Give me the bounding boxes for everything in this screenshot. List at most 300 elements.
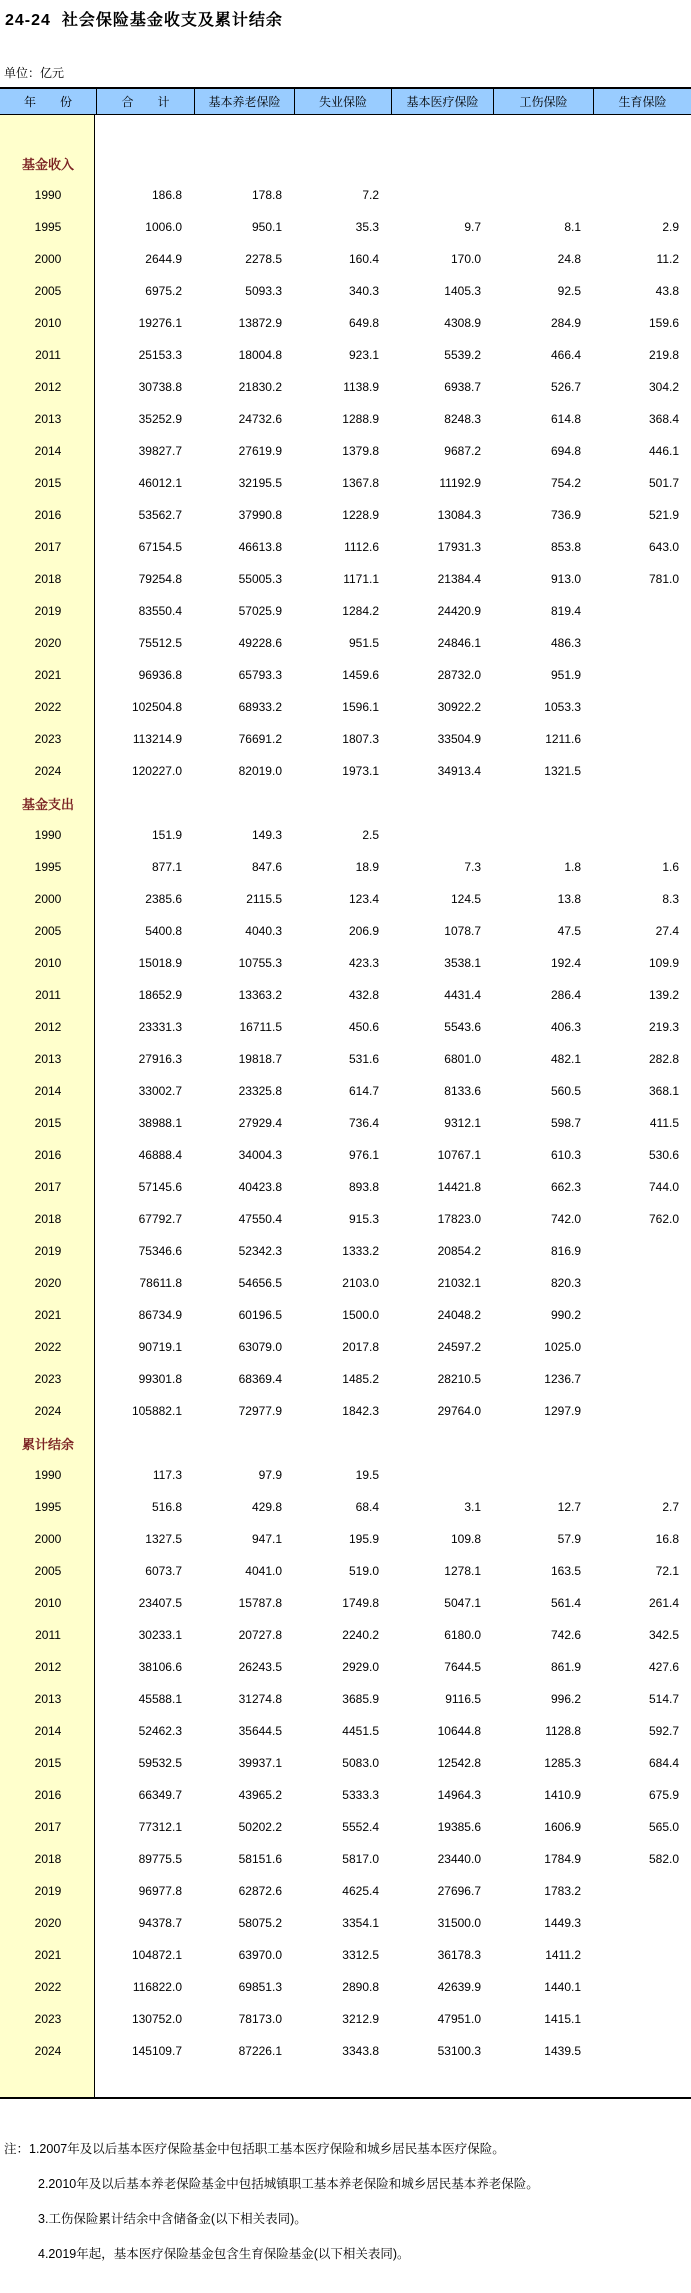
- section-label-row: [0, 787, 691, 819]
- year-cell: 2013: [34, 1052, 62, 1066]
- value-cell: 1783.2: [544, 1884, 581, 1898]
- value-cell: 34913.4: [437, 764, 481, 778]
- value-cell: 50202.2: [238, 1820, 282, 1834]
- value-cell: 105882.1: [131, 1404, 182, 1418]
- value-cell: 501.7: [648, 476, 679, 490]
- value-cell: 62872.6: [238, 1884, 282, 1898]
- year-cell: 2012: [34, 1660, 62, 1674]
- value-cell: 58151.6: [238, 1852, 282, 1866]
- value-cell: 368.4: [648, 412, 679, 426]
- value-cell: 46613.8: [238, 540, 282, 554]
- value-cell: 1228.9: [342, 508, 379, 522]
- value-cell: 4451.5: [342, 1724, 379, 1738]
- value-cell: 9116.5: [445, 1692, 481, 1706]
- value-cell: 4431.4: [444, 988, 481, 1002]
- year-cell: 2017: [34, 540, 62, 554]
- value-cell: 1.6: [662, 860, 679, 874]
- table-row: [0, 1843, 691, 1875]
- value-cell: 947.1: [251, 1532, 282, 1546]
- footnote-4: 4.2019年起，基本医疗保险基金包含生育保险基金(以下相关表同)。: [38, 2247, 410, 2261]
- value-cell: 186.8: [151, 188, 182, 202]
- year-cell: 2022: [34, 1980, 62, 1994]
- value-cell: 6073.7: [145, 1564, 182, 1578]
- year-cell: 2010: [34, 316, 62, 330]
- value-cell: 219.8: [648, 348, 679, 362]
- value-cell: 18.9: [355, 860, 379, 874]
- year-cell: 2011: [35, 348, 61, 362]
- year-cell: 2015: [34, 1756, 62, 1770]
- table-row: [0, 1779, 691, 1811]
- year-cell: 2005: [34, 924, 62, 938]
- value-cell: 816.9: [550, 1244, 581, 1258]
- value-cell: 1112.6: [344, 540, 379, 554]
- table-row: [0, 435, 691, 467]
- value-cell: 1411.2: [545, 1948, 581, 1962]
- table-row: [0, 211, 691, 243]
- value-cell: 23440.0: [437, 1852, 481, 1866]
- value-cell: 519.0: [348, 1564, 379, 1578]
- value-cell: 1053.3: [544, 700, 581, 714]
- value-cell: 12542.8: [437, 1756, 481, 1770]
- table-row: [0, 1331, 691, 1363]
- value-cell: 406.3: [550, 1020, 581, 1034]
- value-cell: 79254.8: [138, 572, 182, 586]
- value-cell: 742.6: [550, 1628, 581, 1642]
- value-cell: 592.7: [648, 1724, 679, 1738]
- value-cell: 15018.9: [138, 956, 182, 970]
- value-cell: 2240.2: [342, 1628, 379, 1642]
- value-cell: 43965.2: [238, 1788, 282, 1802]
- year-cell: 2018: [34, 572, 62, 586]
- value-cell: 3354.1: [342, 1916, 379, 1930]
- value-cell: 2115.5: [246, 892, 282, 906]
- value-cell: 1410.9: [544, 1788, 581, 1802]
- value-cell: 5333.3: [342, 1788, 379, 1802]
- value-cell: 46888.4: [138, 1148, 182, 1162]
- value-cell: 2.5: [362, 828, 379, 842]
- table-row: [0, 1555, 691, 1587]
- value-cell: 86734.9: [138, 1308, 182, 1322]
- value-cell: 1379.8: [342, 444, 379, 458]
- table-row: [0, 403, 691, 435]
- year-cell: 2023: [34, 2012, 62, 2026]
- value-cell: 466.4: [550, 348, 581, 362]
- table-row: [0, 1011, 691, 1043]
- value-cell: 47.5: [557, 924, 581, 938]
- value-cell: 96936.8: [138, 668, 182, 682]
- value-cell: 25153.3: [138, 348, 182, 362]
- value-cell: 40423.8: [238, 1180, 282, 1194]
- value-cell: 1807.3: [342, 732, 379, 746]
- table-row: [0, 307, 691, 339]
- value-cell: 1236.7: [544, 1372, 581, 1386]
- value-cell: 482.1: [550, 1052, 581, 1066]
- value-cell: 83550.4: [138, 604, 182, 618]
- value-cell: 951.9: [550, 668, 581, 682]
- year-cell: 2005: [34, 1564, 62, 1578]
- value-cell: 2.9: [662, 220, 679, 234]
- value-cell: 610.3: [550, 1148, 581, 1162]
- value-cell: 130752.0: [131, 2012, 182, 2026]
- value-cell: 18652.9: [138, 988, 182, 1002]
- table-row: [0, 627, 691, 659]
- table-row: [0, 467, 691, 499]
- value-cell: 6975.2: [145, 284, 182, 298]
- table-row: [0, 1747, 691, 1779]
- value-cell: 10755.3: [238, 956, 282, 970]
- value-cell: 75346.6: [138, 1244, 182, 1258]
- value-cell: 24048.2: [437, 1308, 481, 1322]
- value-cell: 89775.5: [138, 1852, 182, 1866]
- value-cell: 1749.8: [342, 1596, 379, 1610]
- year-cell: 2019: [34, 604, 62, 618]
- value-cell: 24732.6: [238, 412, 282, 426]
- value-cell: 45588.1: [138, 1692, 182, 1706]
- value-cell: 78173.0: [238, 2012, 282, 2026]
- value-cell: 521.9: [648, 508, 679, 522]
- table-row: [0, 1203, 691, 1235]
- value-cell: 1327.5: [145, 1532, 182, 1546]
- value-cell: 66349.7: [138, 1788, 182, 1802]
- value-cell: 1128.8: [545, 1724, 581, 1738]
- table-row: [0, 723, 691, 755]
- value-cell: 87226.1: [238, 2044, 282, 2058]
- value-cell: 754.2: [550, 476, 581, 490]
- value-cell: 2017.8: [342, 1340, 379, 1354]
- table-row: [0, 1395, 691, 1427]
- value-cell: 13363.2: [238, 988, 282, 1002]
- year-cell: 2018: [34, 1852, 62, 1866]
- statistics-table: [0, 87, 691, 2099]
- table-row: [0, 1235, 691, 1267]
- value-cell: 6938.7: [444, 380, 481, 394]
- value-cell: 149.3: [251, 828, 282, 842]
- value-cell: 2278.5: [245, 252, 282, 266]
- table-row: [0, 1523, 691, 1555]
- value-cell: 286.4: [550, 988, 581, 1002]
- value-cell: 7.2: [362, 188, 379, 202]
- value-cell: 1278.1: [444, 1564, 481, 1578]
- value-cell: 97.9: [258, 1468, 282, 1482]
- section-label-row: [0, 1427, 691, 1459]
- value-cell: 990.2: [550, 1308, 581, 1322]
- value-cell: 1321.5: [544, 764, 581, 778]
- value-cell: 16711.5: [239, 1020, 282, 1034]
- value-cell: 6180.0: [444, 1628, 481, 1642]
- value-cell: 662.3: [550, 1180, 581, 1194]
- value-cell: 819.4: [550, 604, 581, 618]
- value-cell: 59532.5: [138, 1756, 182, 1770]
- value-cell: 1596.1: [342, 700, 379, 714]
- table-row: [0, 851, 691, 883]
- value-cell: 13084.3: [437, 508, 481, 522]
- table-row: [0, 915, 691, 947]
- value-cell: 1440.1: [544, 1980, 581, 1994]
- value-cell: 27619.9: [238, 444, 282, 458]
- value-cell: 20727.8: [238, 1628, 282, 1642]
- table-row: [0, 1907, 691, 1939]
- value-cell: 643.0: [648, 540, 679, 554]
- footnote-2: 2.2010年及以后基本养老保险基金中包括城镇职工基本养老保险和城乡居民基本养老保险。: [38, 2177, 539, 2191]
- value-cell: 34004.3: [238, 1148, 282, 1162]
- value-cell: 23331.3: [138, 1020, 182, 1034]
- year-cell: 2014: [34, 1084, 62, 1098]
- section-label: 累计结余: [21, 1436, 74, 1452]
- year-cell: 2010: [34, 1596, 62, 1610]
- table-row: [0, 531, 691, 563]
- footnote-3: 3.工伤保险累计结余中含储备金(以下相关表同)。: [38, 2212, 307, 2226]
- value-cell: 17931.3: [437, 540, 481, 554]
- value-cell: 560.5: [550, 1084, 581, 1098]
- value-cell: 68.4: [355, 1500, 379, 1514]
- value-cell: 206.9: [348, 924, 379, 938]
- table-row: [0, 1043, 691, 1075]
- value-cell: 23407.5: [138, 1596, 182, 1610]
- value-cell: 976.1: [348, 1148, 379, 1162]
- value-cell: 31500.0: [437, 1916, 481, 1930]
- value-cell: 77312.1: [138, 1820, 182, 1834]
- table-row: [0, 755, 691, 787]
- value-cell: 3.1: [464, 1500, 481, 1514]
- value-cell: 694.8: [550, 444, 581, 458]
- value-cell: 516.8: [151, 1500, 182, 1514]
- year-cell: 2000: [34, 1532, 62, 1546]
- value-cell: 33002.7: [138, 1084, 182, 1098]
- section-label: 基金支出: [21, 796, 74, 812]
- value-cell: 3538.1: [444, 956, 481, 970]
- value-cell: 163.5: [550, 1564, 581, 1578]
- value-cell: 49228.6: [238, 636, 282, 650]
- value-cell: 17823.0: [437, 1212, 481, 1226]
- value-cell: 1606.9: [544, 1820, 581, 1834]
- value-cell: 195.9: [348, 1532, 379, 1546]
- value-cell: 4041.0: [245, 1564, 282, 1578]
- value-cell: 68369.4: [238, 1372, 282, 1386]
- year-cell: 2000: [34, 252, 62, 266]
- year-cell: 2015: [34, 1116, 62, 1130]
- value-cell: 2929.0: [342, 1660, 379, 1674]
- value-cell: 526.7: [550, 380, 581, 394]
- value-cell: 30922.2: [437, 700, 481, 714]
- value-cell: 60196.5: [238, 1308, 282, 1322]
- value-cell: 57.9: [557, 1532, 581, 1546]
- value-cell: 913.0: [550, 572, 581, 586]
- value-cell: 19.5: [355, 1468, 379, 1482]
- value-cell: 109.9: [648, 956, 679, 970]
- value-cell: 6801.0: [444, 1052, 481, 1066]
- value-cell: 675.9: [648, 1788, 679, 1802]
- value-cell: 614.7: [348, 1084, 379, 1098]
- value-cell: 57145.6: [138, 1180, 182, 1194]
- value-cell: 996.2: [550, 1692, 581, 1706]
- value-cell: 170.0: [450, 252, 481, 266]
- table-header-row: [0, 89, 691, 115]
- value-cell: 1333.2: [342, 1244, 379, 1258]
- value-cell: 781.0: [648, 572, 679, 586]
- value-cell: 9312.1: [444, 1116, 481, 1130]
- year-cell: 2021: [34, 1308, 62, 1322]
- value-cell: 38106.6: [138, 1660, 182, 1674]
- value-cell: 52342.3: [238, 1244, 282, 1258]
- year-cell: 2023: [34, 732, 62, 746]
- value-cell: 35644.5: [238, 1724, 282, 1738]
- table-row: [0, 595, 691, 627]
- value-cell: 614.8: [550, 412, 581, 426]
- value-cell: 3343.8: [342, 2044, 379, 2058]
- value-cell: 1285.3: [544, 1756, 581, 1770]
- value-cell: 2644.9: [145, 252, 182, 266]
- year-cell: 2024: [34, 764, 62, 778]
- year-cell: 2010: [34, 956, 62, 970]
- value-cell: 35.3: [355, 220, 379, 234]
- value-cell: 145109.7: [131, 2044, 182, 2058]
- value-cell: 1439.5: [544, 2044, 581, 2058]
- value-cell: 116822.0: [132, 1980, 182, 1994]
- table-row: [0, 1971, 691, 2003]
- value-cell: 72977.9: [238, 1404, 282, 1418]
- value-cell: 27696.7: [437, 1884, 481, 1898]
- value-cell: 39937.1: [238, 1756, 282, 1770]
- year-cell: 2016: [34, 1788, 62, 1802]
- value-cell: 561.4: [550, 1596, 581, 1610]
- value-cell: 123.4: [348, 892, 379, 906]
- value-cell: 65793.3: [238, 668, 282, 682]
- value-cell: 12.7: [557, 1500, 581, 1514]
- value-cell: 5400.8: [145, 924, 182, 938]
- value-cell: 124.5: [450, 892, 481, 906]
- table-row: [0, 1651, 691, 1683]
- value-cell: 2103.0: [342, 1276, 379, 1290]
- column-header-4: 基本医疗保险: [391, 89, 493, 114]
- year-cell: 2013: [34, 1692, 62, 1706]
- value-cell: 304.2: [648, 380, 679, 394]
- value-cell: 38988.1: [138, 1116, 182, 1130]
- value-cell: 8248.3: [444, 412, 481, 426]
- value-cell: 159.6: [648, 316, 679, 330]
- year-cell: 2022: [34, 700, 62, 714]
- value-cell: 109.8: [450, 1532, 481, 1546]
- value-cell: 76691.2: [238, 732, 282, 746]
- value-cell: 915.3: [348, 1212, 379, 1226]
- value-cell: 861.9: [550, 1660, 581, 1674]
- value-cell: 63079.0: [238, 1340, 282, 1354]
- value-cell: 5047.1: [444, 1596, 481, 1610]
- value-cell: 1284.2: [342, 604, 379, 618]
- value-cell: 92.5: [557, 284, 581, 298]
- year-cell: 2005: [34, 284, 62, 298]
- year-cell: 2017: [34, 1180, 62, 1194]
- table-row: [0, 1587, 691, 1619]
- value-cell: 684.4: [648, 1756, 679, 1770]
- value-cell: 151.9: [151, 828, 182, 842]
- value-cell: 368.1: [648, 1084, 679, 1098]
- table-row: [0, 2003, 691, 2035]
- value-cell: 282.8: [648, 1052, 679, 1066]
- value-cell: 7.3: [464, 860, 481, 874]
- value-cell: 1842.3: [342, 1404, 379, 1418]
- value-cell: 736.4: [348, 1116, 379, 1130]
- year-cell: 2011: [35, 988, 61, 1002]
- table-row: [0, 499, 691, 531]
- value-cell: 160.4: [348, 252, 379, 266]
- value-cell: 75512.5: [138, 636, 182, 650]
- value-cell: 32195.5: [238, 476, 282, 490]
- value-cell: 36178.3: [437, 1948, 481, 1962]
- table-row: [0, 659, 691, 691]
- value-cell: 58075.2: [238, 1916, 282, 1930]
- table-row: [0, 1267, 691, 1299]
- year-cell: 2015: [34, 476, 62, 490]
- value-cell: 21830.2: [238, 380, 282, 394]
- value-cell: 26243.5: [238, 1660, 282, 1674]
- value-cell: 1006.0: [145, 220, 182, 234]
- value-cell: 582.0: [648, 1852, 679, 1866]
- table-row: [0, 1299, 691, 1331]
- column-header-2: 基本养老保险: [194, 89, 294, 114]
- year-cell: 2018: [34, 1212, 62, 1226]
- value-cell: 649.8: [348, 316, 379, 330]
- value-cell: 1973.1: [342, 764, 379, 778]
- value-cell: 69851.3: [238, 1980, 282, 1994]
- value-cell: 340.3: [348, 284, 379, 298]
- table-row: [0, 1171, 691, 1203]
- value-cell: 820.3: [550, 1276, 581, 1290]
- column-header-3: 失业保险: [294, 89, 391, 114]
- value-cell: 24.8: [557, 252, 581, 266]
- year-cell: 1995: [34, 860, 62, 874]
- value-cell: 30233.1: [138, 1628, 182, 1642]
- value-cell: 27929.4: [238, 1116, 282, 1130]
- value-cell: 951.5: [348, 636, 379, 650]
- value-cell: 29764.0: [437, 1404, 481, 1418]
- value-cell: 46012.1: [138, 476, 182, 490]
- table-row: [0, 819, 691, 851]
- header-spacer-row: [0, 115, 691, 147]
- value-cell: 90719.1: [138, 1340, 182, 1354]
- value-cell: 762.0: [648, 1212, 679, 1226]
- value-cell: 1449.3: [544, 1916, 581, 1930]
- value-cell: 27.4: [655, 924, 679, 938]
- value-cell: 63970.0: [238, 1948, 282, 1962]
- section-label: 基金收入: [21, 156, 74, 172]
- year-cell: 2016: [34, 508, 62, 522]
- value-cell: 24846.1: [437, 636, 481, 650]
- value-cell: 514.7: [648, 1692, 679, 1706]
- value-cell: 1297.9: [544, 1404, 581, 1418]
- year-cell: 2016: [34, 1148, 62, 1162]
- value-cell: 342.5: [648, 1628, 679, 1642]
- value-cell: 1078.7: [444, 924, 481, 938]
- value-cell: 486.3: [550, 636, 581, 650]
- page-title: 24-24 社会保险基金收支及累计结余: [5, 12, 283, 29]
- value-cell: 1459.6: [342, 668, 379, 682]
- value-cell: 423.3: [348, 956, 379, 970]
- table-row: [0, 1459, 691, 1491]
- year-cell: 2024: [34, 1404, 62, 1418]
- value-cell: 8.1: [564, 220, 581, 234]
- value-cell: 530.6: [648, 1148, 679, 1162]
- value-cell: 55005.3: [238, 572, 282, 586]
- value-cell: 39827.7: [138, 444, 182, 458]
- table-row: [0, 1075, 691, 1107]
- year-cell: 2024: [34, 2044, 62, 2058]
- column-header-5: 工伤保险: [493, 89, 593, 114]
- table-row: [0, 691, 691, 723]
- value-cell: 47951.0: [437, 2012, 481, 2026]
- value-cell: 78611.8: [139, 1276, 182, 1290]
- value-cell: 1138.9: [343, 380, 379, 394]
- value-cell: 5552.4: [342, 1820, 379, 1834]
